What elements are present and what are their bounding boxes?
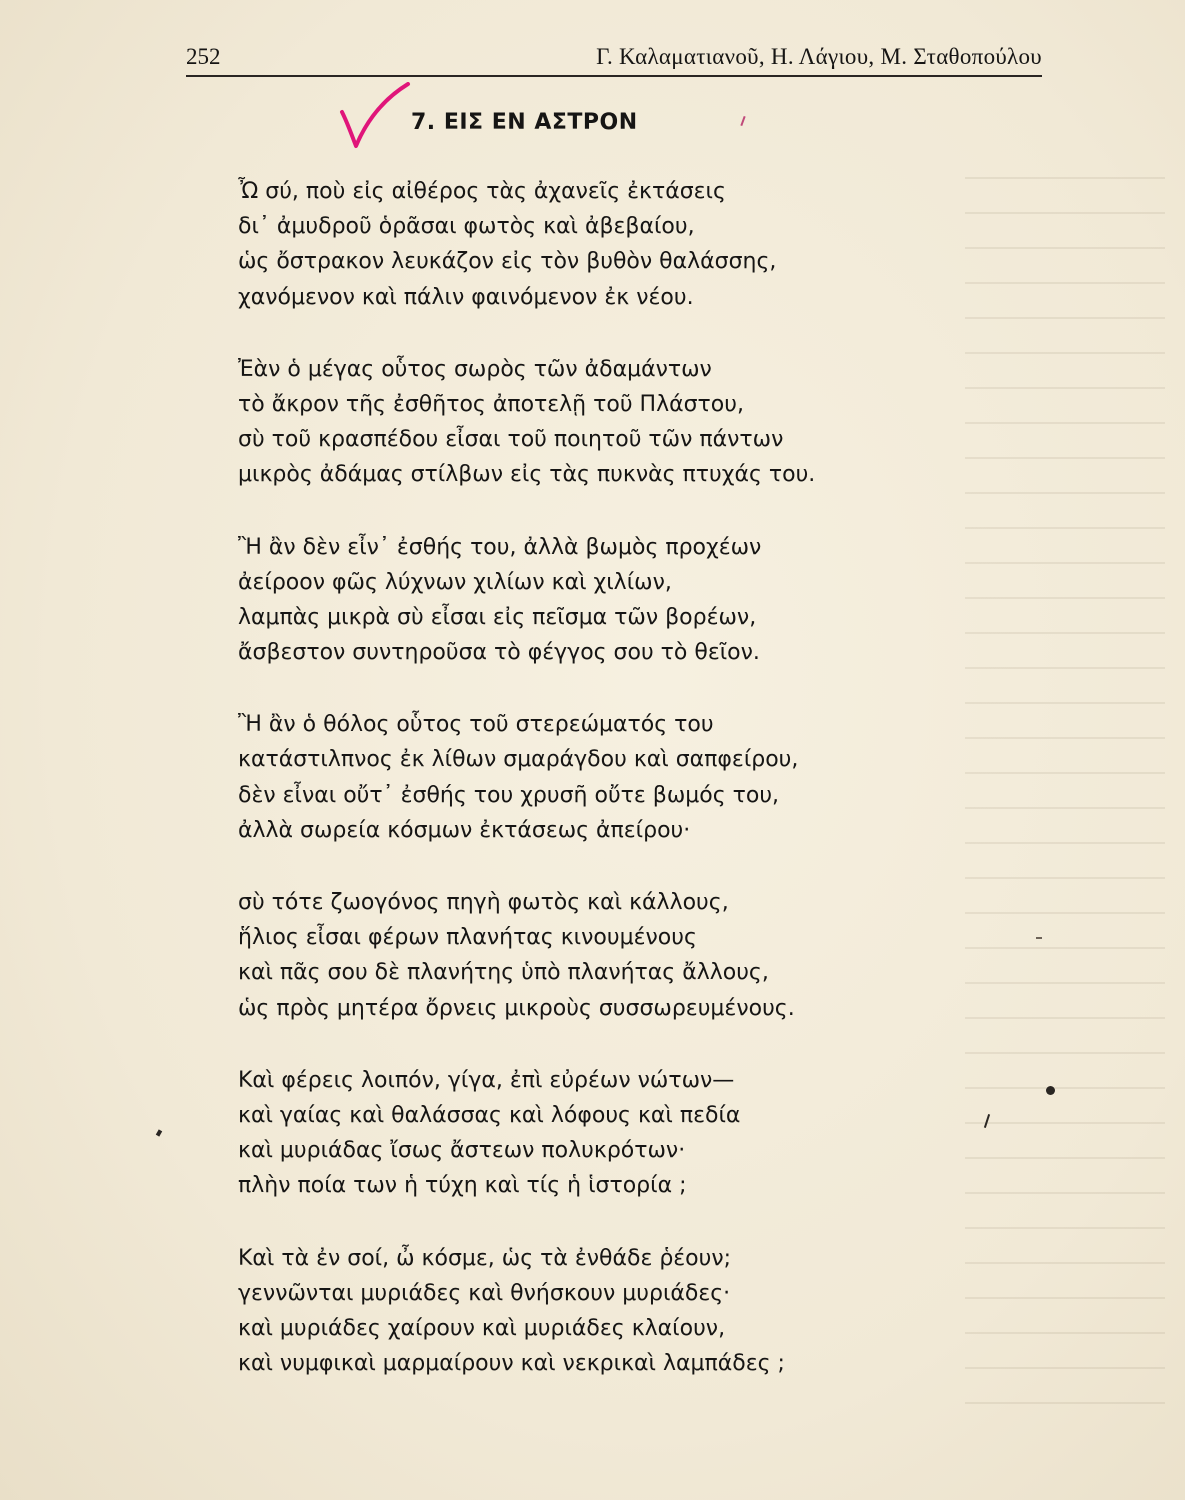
stanza-6 [238, 1063, 958, 1204]
verse-line: καὶ μυριάδας ἴσως ἄστεων πολυκρότων· [238, 1138, 686, 1164]
verse-line: καὶ πᾶς σου δὲ πλανήτης ὑπὸ πλανήτας ἄλλους, [238, 960, 769, 986]
running-head: Γ. Καλαματιανοῦ, Η. Λάγιου, Μ. Σταθοπούλου [596, 44, 1042, 69]
verse-line: κατάστιλπνος ἐκ λίθων σμαράγδου καὶ σαπφείρου, [238, 747, 799, 773]
verse-line: χανόμενον καὶ πάλιν φαινόμενον ἐκ νέου. [238, 284, 694, 310]
verse-line: δι᾽ ἀμυδροῦ ὁρᾶσαι φωτὸς καὶ ἀβεβαίου, [238, 214, 695, 240]
margin-dash-mark [1036, 937, 1042, 939]
stanza-1 [238, 174, 958, 315]
verse-line: πλὴν ποία των ἡ τύχη καὶ τίς ἡ ἱστορία ; [238, 1173, 687, 1199]
verse-line: ὡς ὄστρακον λευκάζον εἰς τὸν βυθὸν θαλάσσης, [238, 249, 777, 275]
pencil-tick-mark [740, 116, 745, 126]
verse-line: ὡς πρὸς μητέρα ὄρνεις μικροὺς συσσωρευμένους. [238, 995, 795, 1021]
verse-line: καὶ γαίας καὶ θαλάσσας καὶ λόφους καὶ πεδία [238, 1102, 741, 1128]
poem-title: 7. ΕΙΣ ΕΝ ΑΣΤΡΟΝ [411, 110, 638, 135]
verse-line: Ἢ ἂν ὁ θόλος οὗτος τοῦ στερεώματός του [238, 712, 714, 738]
verse-line: σὺ τοῦ κρασπέδου εἶσαι τοῦ ποιητοῦ τῶν πάντων [238, 427, 784, 453]
verse-line: σὺ τότε ζωογόνος πηγὴ φωτὸς καὶ κάλλους, [238, 890, 729, 915]
stanza-5 [238, 885, 958, 1026]
stanza-4 [238, 707, 958, 848]
page-header [186, 42, 1042, 74]
verse-line: καὶ μυριάδες χαίρουν καὶ μυριάδες κλαίουν, [238, 1315, 726, 1341]
check-mark-icon [336, 82, 416, 150]
stanza-7 [238, 1241, 958, 1382]
verse-line: Ὦ σύ, ποὺ εἰς αἰθέρος τὰς ἀχανεῖς ἐκτάσεις [238, 179, 726, 204]
verse-line: δὲν εἶναι οὔτ᾽ ἐσθής του χρυσῆ οὔτε βωμός του, [238, 782, 780, 808]
verse-line: Ἢ ἂν δὲν εἶν᾽ ἐσθής του, ἀλλὰ βωμὸς προχέων [238, 534, 762, 560]
verse-line: Καὶ φέρεις λοιπόν, γίγα, ἐπὶ εὐρέων νώτων— [238, 1067, 735, 1093]
stanza-3 [238, 530, 958, 671]
verse-line: ἥλιος εἶσαι φέρων πλανήτας κινουμένους [238, 925, 697, 951]
verse-line: μικρὸς ἀδάμας στίλβων εἰς τὰς πυκνὰς πτυχάς του. [238, 462, 816, 488]
header-rule [186, 75, 1042, 77]
page-number: 252 [186, 44, 221, 69]
verse-line: τὸ ἄκρον τῆς ἐσθῆτος ἀποτελῇ τοῦ Πλάστου, [238, 391, 744, 417]
margin-dot-mark [156, 1129, 162, 1136]
verse-line: Ἐὰν ὁ μέγας οὗτος σωρὸς τῶν ἀδαμάντων [238, 356, 712, 382]
verse-line: ἄσβεστον συντηροῦσα τὸ φέγγος σου τὸ θεῖον. [238, 640, 760, 666]
verse-line: Καὶ τὰ ἐν σοί, ὦ κόσμε, ὡς τὰ ἐνθάδε ῥέουν; [238, 1245, 732, 1271]
verse-line: γεννῶνται μυριάδες καὶ θνήσκουν μυριάδες· [238, 1280, 731, 1306]
verse-line: λαμπὰς μικρὰ σὺ εἶσαι εἰς πεῖσμα τῶν βορέων, [238, 604, 757, 630]
verse-line: καὶ νυμφικαὶ μαρμαίρουν καὶ νεκρικαὶ λαμπάδες ; [238, 1351, 785, 1377]
verse-line: ἀλλὰ σωρεία κόσμων ἐκτάσεως ἀπείρου· [238, 817, 691, 843]
bleed-through-text [965, 155, 1165, 1415]
verse-line: ἀείροον φῶς λύχνων χιλίων καὶ χιλίων, [238, 569, 672, 595]
bullet-mark [1046, 1086, 1055, 1095]
poem-body [238, 174, 958, 1418]
stanza-2 [238, 352, 958, 493]
